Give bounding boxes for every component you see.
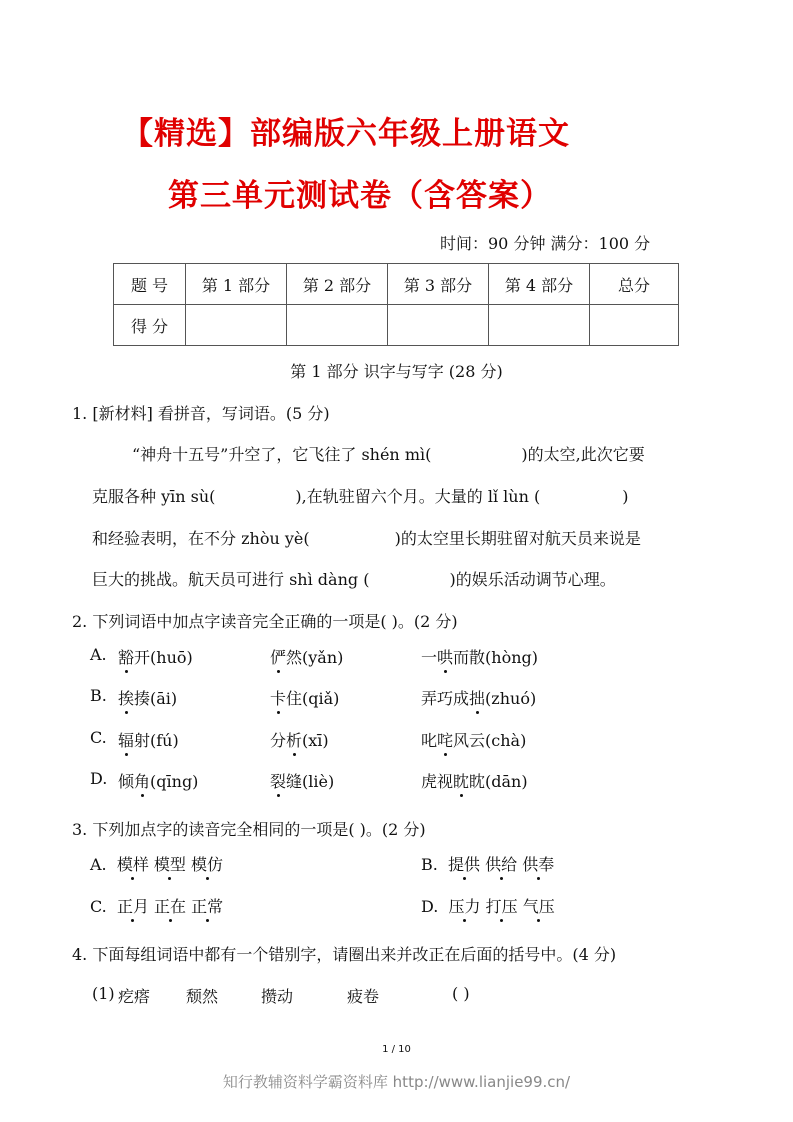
q3-word: 正在 [154, 894, 186, 917]
q2-option-label: D. [90, 769, 108, 788]
q2-option-word: 豁开(huō) [118, 645, 193, 668]
q3-word: 模仿 [191, 852, 223, 875]
score-row-label: 得 分 [114, 305, 186, 346]
score-table-score-row [114, 305, 679, 346]
q1-line4-text-a: 巨大的挑战。航天员可进行 shì dàng ( [92, 570, 370, 589]
q4-word[interactable]: 攒动 [261, 987, 294, 1006]
q2-option-word: 弄巧成拙(zhuó) [421, 686, 536, 709]
q4-word[interactable]: 颓然 [186, 987, 219, 1006]
q2-option-label: C. [90, 728, 107, 747]
q3-option-b [421, 852, 554, 875]
score-table [113, 263, 679, 346]
q3-word: 正常 [191, 894, 223, 917]
q3-option-label: B. [421, 855, 438, 874]
footer-link[interactable]: 知行教辅资料学霸资料库 http://www.lianjie99.cn/ [222, 1073, 571, 1091]
q2-option-word: 辐射(fú) [118, 728, 179, 751]
q2-option-word: 裂缝(liè) [270, 769, 334, 792]
q2-option-word: 虎视眈眈(dān) [421, 769, 528, 792]
score-cell-empty[interactable] [489, 305, 590, 346]
score-header-cell: 题 号 [114, 264, 186, 305]
q3-word: 打压 [486, 894, 518, 917]
q1-line3-text-a: 和经验表明，在不分 zhòu yè( [92, 529, 310, 548]
score-header-cell: 第 2 部分 [287, 264, 388, 305]
q4-stem: 4. 下面每组词语中都有一个错别字，请圈出来并改正在后面的括号中。(4 分) [72, 945, 617, 964]
section-heading: 第 1 部分 识字与写字 (28 分) [290, 362, 503, 381]
q4-item1-label: (1) [92, 984, 115, 1003]
score-cell-empty[interactable] [590, 305, 679, 346]
q1-line1-text-a: “神舟十五号”升空了，它飞往了 shén mì( [132, 445, 432, 464]
q1-line4 [92, 567, 616, 590]
score-table-header-row [114, 264, 679, 305]
q1-line4-text-b: )的娱乐活动调节心理。 [449, 570, 616, 589]
score-cell-empty[interactable] [287, 305, 388, 346]
q3-stem: 3. 下列加点字的读音完全相同的一项是( )。(2 分) [72, 820, 426, 839]
q1-stem: 1. [新材料] 看拼音，写词语。(5 分) [72, 404, 330, 423]
doc-title-line2: 第三单元测试卷（含答案） [168, 178, 552, 214]
q1-line3-text-b: )的太空里长期驻留对航天员来说是 [394, 529, 641, 548]
q4-word[interactable]: 疲卷 [347, 987, 380, 1006]
q2-option-word: 倾角(qīng) [118, 769, 198, 792]
score-header-cell: 第 4 部分 [489, 264, 590, 305]
score-header-cell: 第 1 部分 [186, 264, 287, 305]
q3-word: 气压 [523, 894, 555, 917]
q2-option-word: 叱咤风云(chà) [421, 728, 526, 751]
q2-option-word: 一哄而散(hòng) [421, 645, 538, 668]
q1-line2-text-c: ) [622, 487, 629, 506]
q3-option-label: A. [90, 855, 107, 874]
q3-word: 模型 [154, 852, 186, 875]
q1-line2-text-b: ),在轨驻留六个月。大量的 lǐ lùn ( [295, 487, 541, 506]
q1-line1 [132, 442, 645, 465]
q3-word: 压力 [449, 894, 481, 917]
q3-option-d [421, 894, 555, 917]
q2-option-label: B. [90, 686, 107, 705]
score-header-cell: 总分 [590, 264, 679, 305]
q2-option-label: A. [90, 645, 107, 664]
q3-option-c [90, 894, 223, 917]
score-cell-empty[interactable] [186, 305, 287, 346]
q4-answer-paren[interactable]: ( ) [452, 984, 470, 1003]
q3-option-label: D. [421, 897, 439, 916]
q3-word: 供给 [485, 852, 517, 875]
q1-line1-text-b: )的太空,此次它要 [521, 445, 645, 464]
q2-stem: 2. 下列词语中加点字读音完全正确的一项是( )。(2 分) [72, 612, 458, 631]
q2-option-word: 俨然(yǎn) [270, 645, 343, 668]
q3-option-label: C. [90, 897, 107, 916]
q3-word: 供奉 [522, 852, 554, 875]
score-header-cell: 第 3 部分 [388, 264, 489, 305]
q1-line2-text-a: 克服各种 yīn sù( [92, 487, 216, 506]
q3-word: 模样 [117, 852, 149, 875]
q2-option-word: 挨揍(āi) [118, 686, 177, 709]
q3-word: 提供 [448, 852, 480, 875]
q1-line3 [92, 526, 641, 549]
doc-title-line1: 【精选】部编版六年级上册语文 [122, 116, 570, 152]
page-number: 1 / 10 [382, 1044, 411, 1055]
score-cell-empty[interactable] [388, 305, 489, 346]
q4-word[interactable]: 疙瘩 [118, 987, 151, 1006]
q2-option-word: 卡住(qiǎ) [270, 686, 339, 709]
exam-meta: 时间：90 分钟 满分：100 分 [440, 234, 651, 253]
q3-option-a [90, 852, 223, 875]
q2-option-word: 分析(xī) [270, 728, 329, 751]
q3-word: 正月 [117, 894, 149, 917]
q1-line2 [92, 484, 628, 507]
